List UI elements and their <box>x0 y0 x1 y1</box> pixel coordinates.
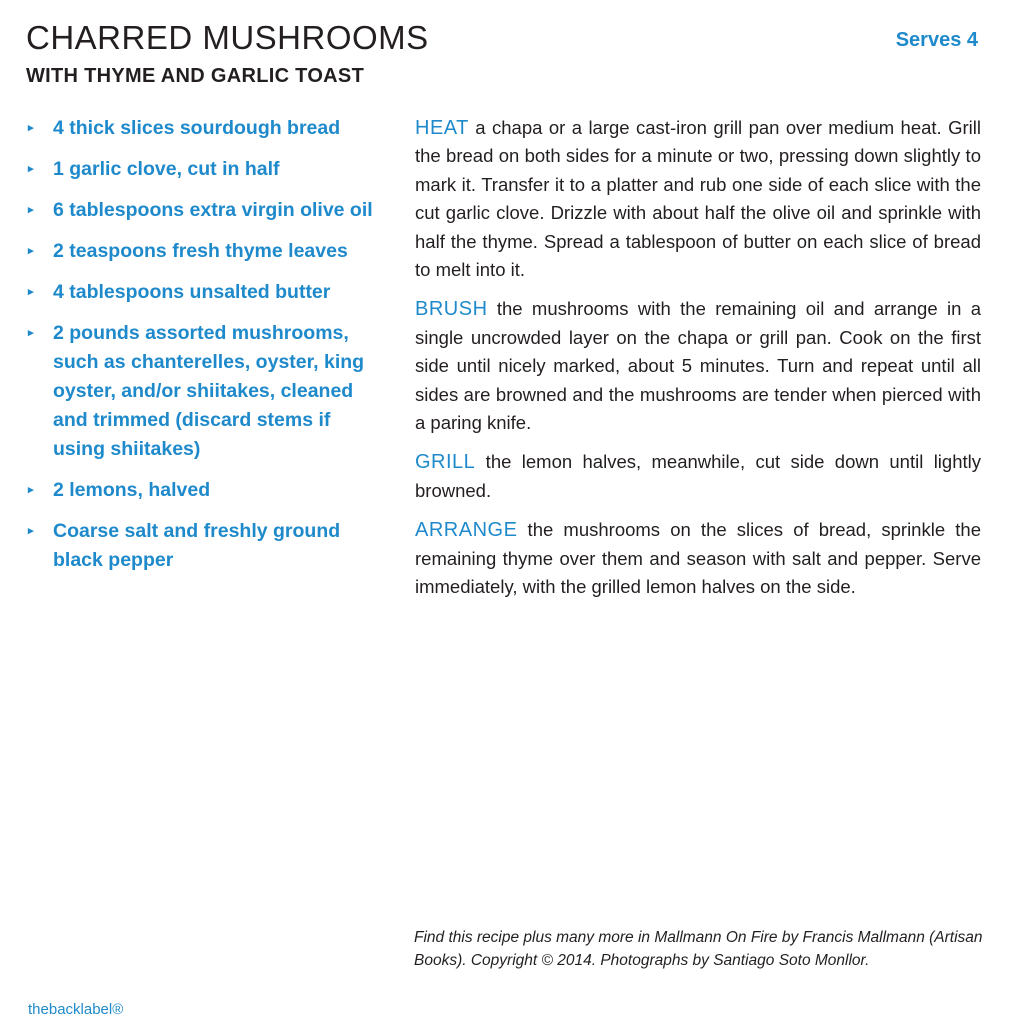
recipe-title: CHARRED MUSHROOMS <box>26 19 429 56</box>
brand-logo: thebacklabel® <box>28 1001 124 1018</box>
ingredient-text: 2 lemons, halved <box>53 479 211 501</box>
direction-step <box>415 114 981 284</box>
triangle-right-icon: ▸ <box>28 245 34 257</box>
ingredient-item <box>26 196 376 225</box>
triangle-right-icon: ▸ <box>28 163 34 175</box>
ingredient-text: 2 teaspoons fresh thyme leaves <box>53 240 348 262</box>
directions <box>415 114 981 613</box>
ingredient-item <box>26 476 376 505</box>
step-text: the mushrooms on the slices of bread, sprinkle the remaining thyme over them and season with salt and pepper. Serve immediately, with the grilled lemon halves on the side. <box>415 519 981 598</box>
step-verb: ARRANGE <box>415 519 518 542</box>
triangle-right-icon: ▸ <box>28 286 34 298</box>
step-text: a chapa or a large cast-iron grill pan over medium heat. Grill the bread on both sides for a minute or two, pressing down slightly to mark it. Transfer it to a platter and rub one side of each slice with the cut garlic clove. Drizzle with about half the olive oil and sprinkle with half the thyme. Spread a tablespoon of butter on each slice of bread to melt into it. <box>415 117 981 281</box>
serves-count: Serves 4 <box>895 29 978 51</box>
triangle-right-icon: ▸ <box>28 525 34 537</box>
ingredient-text: Coarse salt and freshly ground black pepper <box>53 520 341 571</box>
ingredient-item <box>26 155 376 184</box>
ingredient-item <box>26 278 376 307</box>
ingredient-item <box>26 517 376 575</box>
ingredient-text: 4 thick slices sourdough bread <box>53 117 341 139</box>
ingredient-text: 2 pounds assorted mushrooms, such as chanterelles, oyster, king oyster, and/or shiitakes, cleaned and trimmed (discard stems if using shiitakes) <box>53 322 365 460</box>
step-verb: GRILL <box>415 451 476 474</box>
direction-step <box>415 448 981 505</box>
ingredient-text: 1 garlic clove, cut in half <box>53 158 280 180</box>
ingredient-item <box>26 319 376 464</box>
triangle-right-icon: ▸ <box>28 327 34 339</box>
triangle-right-icon: ▸ <box>28 122 34 134</box>
triangle-right-icon: ▸ <box>28 204 34 216</box>
step-verb: HEAT <box>415 117 469 139</box>
ingredient-item <box>26 237 376 266</box>
step-verb: BRUSH <box>415 298 488 321</box>
ingredient-text: 4 tablespoons unsalted butter <box>53 281 331 303</box>
recipe-subtitle: WITH THYME AND GARLIC TOAST <box>26 65 365 87</box>
step-text: the mushrooms with the remaining oil and arrange in a single uncrowded layer on the chapa or grill pan. Cook on the first side until nicely marked, about 5 minutes. Turn and repeat until all sides are browned and the mushrooms are tender when pierced with a paring knife. <box>415 298 981 434</box>
ingredient-list <box>26 114 376 587</box>
ingredient-item <box>26 114 376 143</box>
triangle-right-icon: ▸ <box>28 484 34 496</box>
ingredient-text: 6 tablespoons extra virgin olive oil <box>53 199 373 221</box>
source-credit: Find this recipe plus many more in Mallmann On Fire by Francis Mallmann (Artisan Books). Copyright © 2014. Photographs by Santiago Soto Monllor. <box>414 929 983 969</box>
direction-step <box>415 516 981 601</box>
direction-step <box>415 295 981 437</box>
step-text: the lemon halves, meanwhile, cut side down until lightly browned. <box>415 451 981 501</box>
